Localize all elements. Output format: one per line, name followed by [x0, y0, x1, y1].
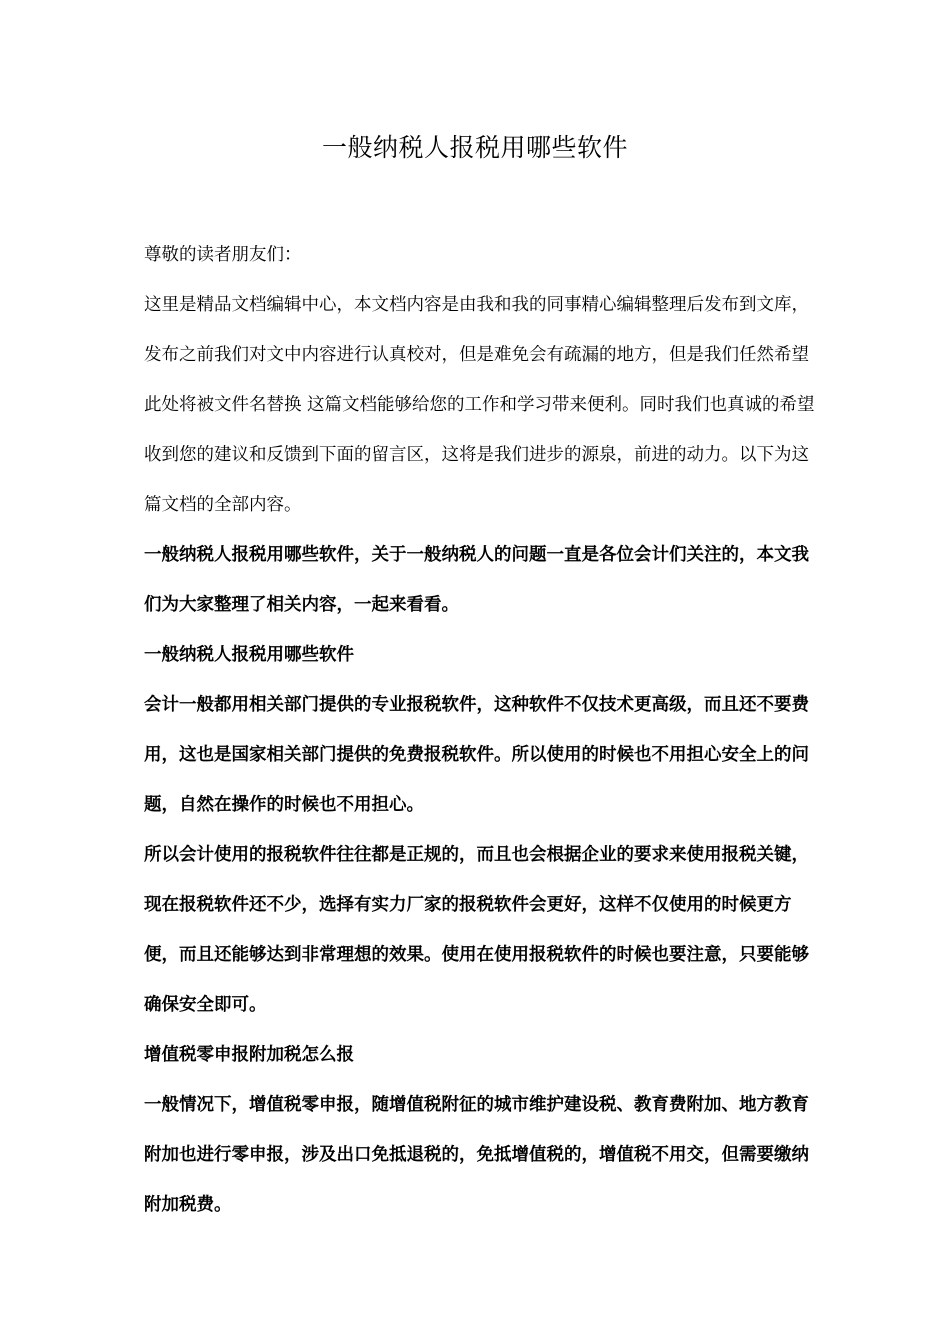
document-body: [144, 230, 819, 1230]
section-heading: 一般纳税人报税用哪些软件: [144, 645, 354, 665]
intro-paragraph: 这里是精品文档编辑中心，本文档内容是由我和我的同事精心编辑整理后发布到文库，发布之前我们对文中内容进行认真校对，但是难免会有疏漏的地方，但是我们任然希望 此处将被文件名替换 这篇文档能够给您的工作和学习带来便利。同时我们也真诚的希望收到您的建议和反馈到下面的留言区，这将是我们进步的源泉，前进的动力。以下为这篇文档的全部内容。: [144, 295, 815, 515]
summary-paragraph: 一般纳税人报税用哪些软件，关于一般纳税人的问题一直是各位会计们关注的，本文我们为大家整理了相关内容，一起来看看。: [144, 545, 809, 615]
body-paragraph: 所以会计使用的报税软件往往都是正规的，而且也会根据企业的要求来使用报税关键，现在报税软件还不少，选择有实力厂家的报税软件会更好，这样不仅使用的时候更方便，而且还能够达到非常理想的效果。使用在使用报税软件的时候也要注意，只要能够确保安全即可。: [144, 845, 809, 1015]
document-title: 一般纳税人报税用哪些软件: [321, 133, 628, 162]
greeting-paragraph: 尊敬的读者朋友们：: [144, 245, 302, 265]
body-paragraph: 会计一般都用相关部门提供的专业报税软件，这种软件不仅技术更高级，而且还不要费用，这也是国家相关部门提供的免费报税软件。所以使用的时候也不用担心安全上的问题，自然在操作的时候也不用担心。: [144, 695, 809, 815]
body-paragraph: 一般情况下，增值税零申报，随增值税附征的城市维护建设税、教育费附加、地方教育附加也进行零申报，涉及出口免抵退税的，免抵增值税的，增值税不用交，但需要缴纳附加税费。: [144, 1095, 809, 1215]
section-heading: 增值税零申报附加税怎么报: [144, 1045, 354, 1065]
